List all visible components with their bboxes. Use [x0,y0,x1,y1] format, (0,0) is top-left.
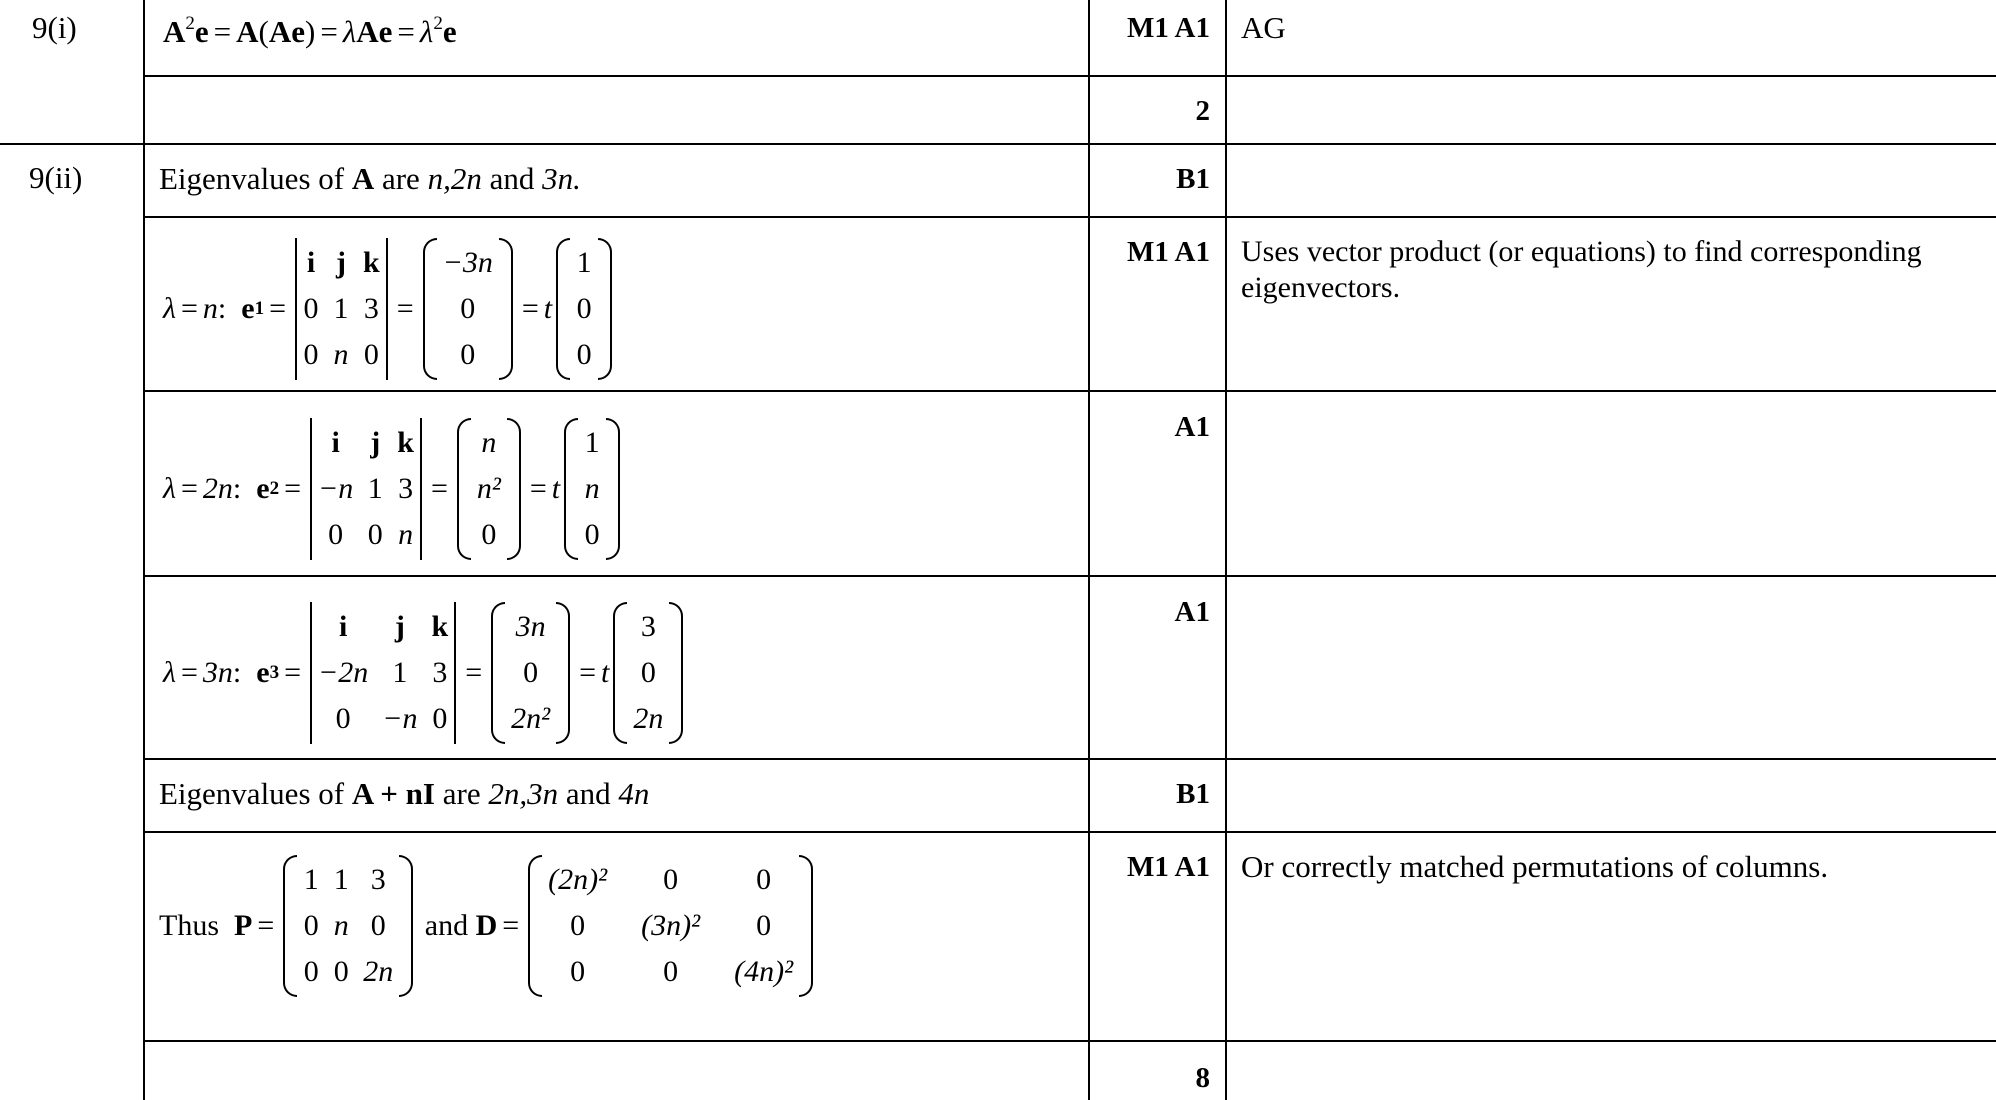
matrix-cell: i [331,426,340,459]
mark-r6: A1 [1174,596,1210,628]
matrix-cell: i [306,246,316,279]
matrix-cell: 0 [756,863,772,896]
matrix-P [283,855,413,997]
rule-r4-bottom [145,390,1996,392]
matrix-cell: 3 [363,292,379,325]
result-vector-r4 [423,238,513,380]
rule-r2-bottom [0,143,1996,145]
guidance-r1: AG [1241,10,1286,45]
result-vector-r6 [491,602,570,744]
matrix-cell: 0 [756,909,772,942]
matrix-cell: n [333,909,349,942]
vector-cell: 2n [633,702,664,735]
matrix-cell: 0 [303,292,319,325]
matrix-cell: 1 [333,863,349,896]
matrix-cell: k [397,426,414,459]
rule-r7-bottom [145,831,1996,833]
vector-cell: 0 [584,518,600,551]
matrix-cell: 0 [432,702,448,735]
matrix-cell: −2n [318,656,369,689]
r3-matrix-name: A [351,161,375,196]
answer-r4-eigenvector: λ = n : e 1 = i j k 0 1 3 0 n 0 = −3n 0 0 = t 1 0 0 [163,238,616,380]
determinant-r6 [310,602,456,744]
matrix-cell: 0 [303,338,319,371]
answer-r8-matrices: Thus P = 1 1 3 0 n 0 0 0 2n and D = (2n)² 0 0 0 (3n)² 0 0 0 (4n)² [159,855,817,997]
vector-cell: 3n [515,610,546,643]
r3-last-value: 3n. [542,161,581,196]
matrix-cell: (3n)² [641,909,701,942]
vector-cell: 0 [576,338,592,371]
vector-cell: n² [476,472,501,505]
mark-r3: B1 [1176,163,1210,195]
matrix-cell: 0 [303,955,319,988]
matrix-cell: 1 [392,656,408,689]
vector-cell: n [584,472,600,505]
r3-text-b: are [381,161,420,196]
guidance-r8: Or correctly matched permutations of columns. [1241,849,1829,884]
rule-r6-bottom [145,758,1996,760]
guidance-r4: Uses vector product (or equations) to find corresponding eigenvectors. [1241,235,1922,304]
rule-col3 [1225,0,1227,1100]
question-number: 9(i) [32,10,77,45]
answer-r1-equation: $A^2e = A(Ae) = \lambda Ae = \lambda^2e$ [163,13,457,49]
vector-cell: 3 [640,610,656,643]
result-vector-r5 [457,418,521,560]
matrix-cell: 1 [333,292,349,325]
mark-r7: B1 [1176,778,1210,810]
matrix-cell: 1 [303,863,319,896]
vector-cell: 1 [584,426,600,459]
matrix-cell: −n [318,472,354,505]
matrix-D [528,855,813,997]
mark-r2-total: 2 [1195,95,1210,127]
answer-r6-eigenvector: λ = 3n : e 3 = i j k −2n 1 3 0 −n 0 = 3n 0 2n² = t 3 0 2n [163,602,687,744]
matrix-cell: 0 [328,518,344,551]
vector-cell: 0 [460,292,476,325]
rule-r8-bottom [145,1040,1996,1042]
matrix-cell: 3 [398,472,414,505]
matrix-cell: 0 [335,702,351,735]
mark-r1: M1 A1 [1127,12,1210,44]
r3-text-a: Eigenvalues of [159,161,345,196]
eigenvector-r4 [556,238,612,380]
matrix-cell: 0 [570,955,586,988]
matrix-cell: −n [382,702,418,735]
rule-r3-bottom [145,216,1996,218]
matrix-cell: 0 [370,909,386,942]
matrix-cell: (4n)² [734,955,794,988]
matrix-cell: j [370,426,381,459]
vector-cell: 0 [481,518,497,551]
mark-r8: M1 A1 [1127,851,1210,883]
matrix-cell: k [431,610,449,643]
matrix-cell: (2n)² [548,863,608,896]
vector-cell: 0 [523,656,539,689]
answer-r5-eigenvector: λ = 2n : e 2 = i j k −n 1 3 0 0 n = n n² 0 = t 1 n 0 [163,418,624,560]
vector-cell: 0 [576,292,592,325]
answer-r3-eigenvalues [159,161,581,197]
mark-r4: M1 A1 [1127,236,1210,268]
matrix-cell: 0 [367,518,383,551]
matrix-cell: 2n [363,955,394,988]
matrix-cell: j [336,246,347,279]
mark-r5: A1 [1174,411,1210,443]
vector-cell: n [481,426,497,459]
answer-r7-eigenvalues: Eigenvalues of A + nI are 2n,3n and 4n [159,776,650,811]
r3-text-and: and [489,161,535,196]
rule-col1 [143,0,145,1100]
vector-cell: 1 [576,246,592,279]
matrix-cell: 3 [432,656,448,689]
matrix-cell: n [333,338,349,371]
matrix-cell: 0 [333,955,349,988]
vector-cell: 0 [460,338,476,371]
matrix-cell: 0 [570,909,586,942]
matrix-cell: j [394,610,405,643]
matrix-cell: i [338,610,348,643]
matrix-cell: 0 [363,338,379,371]
mark-r9-total: 8 [1195,1062,1210,1094]
rule-r5-bottom [145,575,1996,577]
matrix-cell: 3 [370,863,386,896]
vector-cell: −3n [442,246,493,279]
matrix-cell: 0 [663,863,679,896]
determinant-r4 [295,238,388,380]
vector-cell: 0 [640,656,656,689]
r7-expression: A + nI [351,776,435,811]
determinant-r5 [310,418,422,560]
eigenvector-r5 [564,418,620,560]
matrix-cell: k [363,246,380,279]
rule-r1-bottom [145,75,1996,77]
r3-values: n,2n [427,161,482,196]
question-number: 9(ii) [29,160,83,195]
matrix-cell: n [398,518,414,551]
matrix-cell: 0 [303,909,319,942]
matrix-cell: 0 [663,955,679,988]
eigenvector-r6 [613,602,683,744]
matrix-cell: 1 [367,472,383,505]
vector-cell: 2n² [511,702,551,735]
